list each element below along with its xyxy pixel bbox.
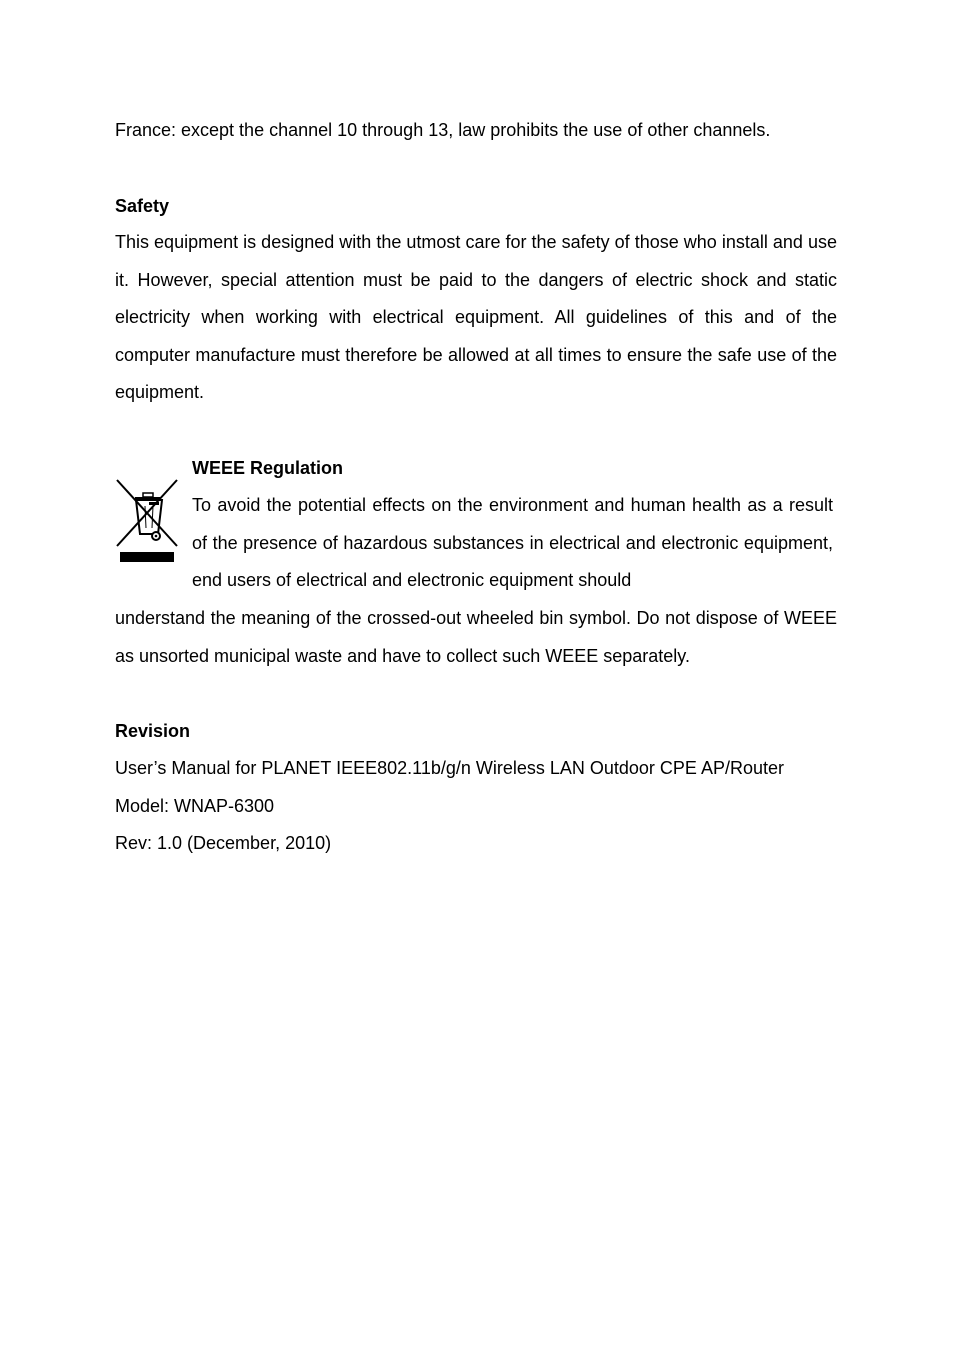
crossed-out-wheeled-bin-icon: [115, 478, 179, 564]
weee-heading: WEEE Regulation: [192, 458, 344, 478]
france-channel-note: France: except the channel 10 through 13, law prohibits the use of other channels.: [115, 120, 771, 140]
revision-model: Model: WNAP-6300: [115, 796, 275, 816]
revision-rev: Rev: 1.0 (December, 2010): [115, 833, 332, 853]
revision-heading: Revision: [115, 721, 191, 741]
safety-paragraph: This equipment is designed with the utmost care for the safety of those who install and use it. However, special attention must be paid to the dangers of electric shock and static electricity when working with electrical equipment. All guidelines of this and of the computer manufacture must therefore be allowed at all times to ensure the safe use of the equipment.: [115, 232, 837, 402]
revision-manual: User’s Manual for PLANET IEEE802.11b/g/n Wireless LAN Outdoor CPE AP/Router: [115, 758, 784, 778]
safety-heading: Safety: [115, 196, 170, 216]
weee-paragraph-indented: To avoid the potential effects on the environment and human health as a result of the presence of hazardous substances in electrical and electronic equipment, end users of electrical and electronic equipment should: [192, 495, 833, 590]
weee-paragraph-full: understand the meaning of the crossed-out wheeled bin symbol. Do not dispose of WEEE as unsorted municipal waste and have to collect such WEEE separately.: [115, 608, 837, 666]
